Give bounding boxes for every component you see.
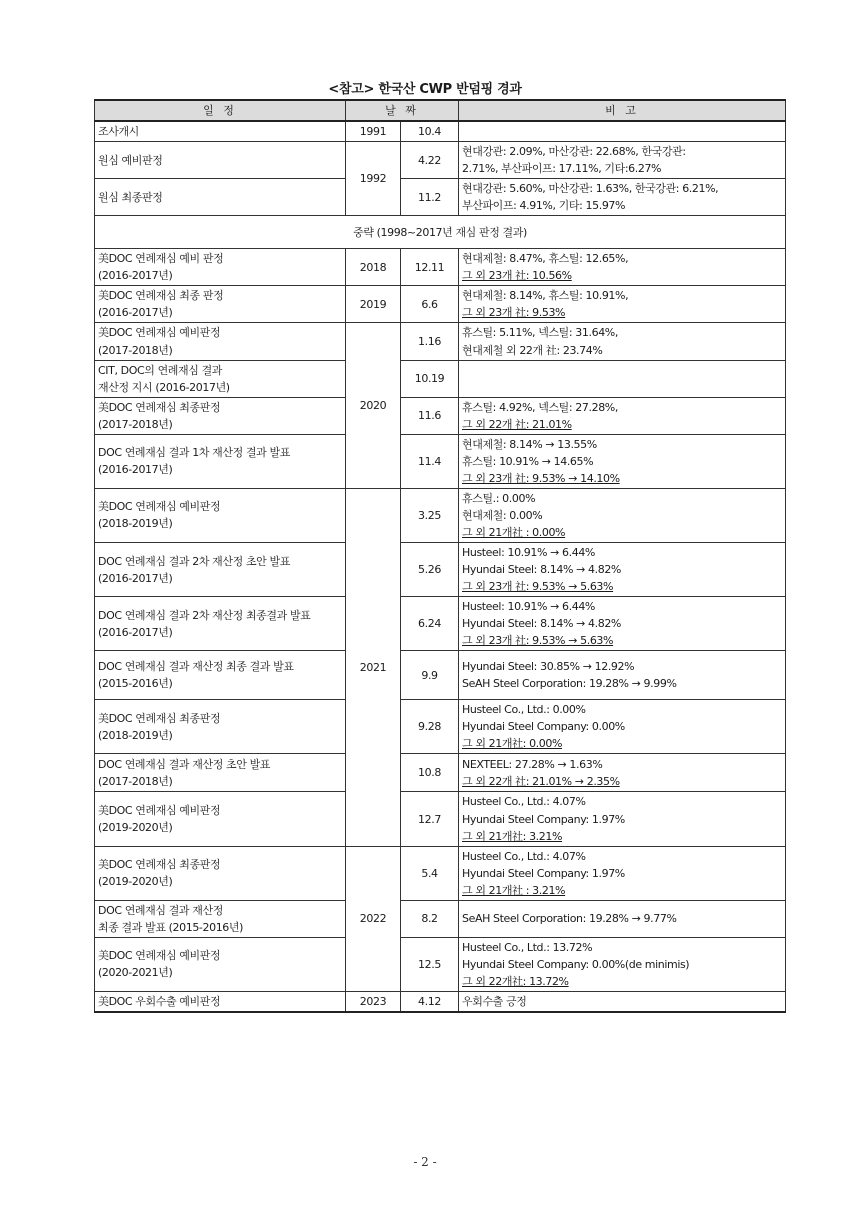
cell-line: 부산파이프: 4.91%, 기타: 15.97%: [462, 199, 626, 213]
cell-line: (2016-2017년): [98, 306, 173, 320]
year-cell: 2023: [346, 991, 401, 1012]
table-row: [95, 142, 786, 179]
cell-line: 현대제철: 8.47%, 휴스틸: 12.65%,: [462, 252, 629, 266]
event-cell: [95, 323, 346, 360]
date-cell: 5.26: [401, 543, 459, 597]
table-row: [95, 249, 786, 286]
date-cell: 12.7: [401, 792, 459, 846]
event-cell: [95, 179, 346, 216]
event-cell: [95, 360, 346, 397]
cell-line: DOC 연례재심 결과 1차 재산정 결과 발표: [98, 446, 290, 460]
cell-line: 현대제철: 0.00%: [462, 508, 543, 522]
cell-line: Hyundai Steel Company: 0.00%(de minimis): [462, 957, 690, 971]
date-cell: 10.4: [401, 121, 459, 142]
table-row: [95, 397, 786, 434]
table-row: [95, 121, 786, 142]
year-cell: 2019: [346, 286, 401, 323]
cell-line: 그 외 23개 社: 9.53% → 14.10%: [462, 471, 620, 485]
cell-line: 휴스틸: 5.11%, 넥스틸: 31.64%,: [462, 326, 618, 340]
cell-line: (2016-2017년): [98, 269, 173, 283]
event-cell: [95, 651, 346, 700]
cell-line: Husteel: 10.91% → 6.44%: [462, 546, 595, 560]
date-cell: 9.28: [401, 700, 459, 754]
cell-line: (2016-2017년): [98, 571, 173, 585]
cell-line: 현대강관: 5.60%, 마산강관: 1.63%, 한국강관: 6.21%,: [462, 182, 719, 196]
note-cell: [459, 249, 786, 286]
note-cell: [459, 323, 786, 360]
note-cell: [459, 543, 786, 597]
cell-line: 그 외 21개社 : 0.00%: [462, 525, 566, 539]
date-cell: 6.24: [401, 597, 459, 651]
page-number: - 2 -: [413, 1155, 437, 1169]
cell-line: (2018-2019년): [98, 728, 173, 742]
note-cell: [459, 286, 786, 323]
table-row: [95, 846, 786, 900]
table-row: [95, 179, 786, 216]
table-row: [95, 991, 786, 1012]
note-cell: [459, 179, 786, 216]
event-cell: [95, 846, 346, 900]
cell-line: 원심 최종판정: [98, 190, 163, 204]
table-row: [95, 651, 786, 700]
table-row: [95, 323, 786, 360]
table-row: [95, 900, 786, 937]
cell-line: DOC 연례재심 결과 재산정 초안 발표: [98, 757, 271, 771]
date-cell: 9.9: [401, 651, 459, 700]
date-cell: 10.19: [401, 360, 459, 397]
cell-line: NEXTEEL: 27.28% → 1.63%: [462, 757, 603, 771]
cell-line: CIT, DOC의 연례재심 결과: [98, 363, 223, 377]
date-cell: 11.2: [401, 179, 459, 216]
cell-line: Hyundai Steel: 8.14% → 4.82%: [462, 617, 621, 631]
table-header-row: [95, 100, 786, 121]
cell-line: SeAH Steel Corporation: 19.28% → 9.77%: [462, 912, 677, 926]
cell-line: 美DOC 연례재심 예비 판정: [98, 252, 224, 266]
cell-line: 재산정 지시 (2016-2017년): [98, 380, 230, 394]
event-cell: [95, 937, 346, 991]
cell-line: Husteel Co., Ltd.: 13.72%: [462, 940, 593, 954]
cell-line: Hyundai Steel Company: 1.97%: [462, 866, 625, 880]
date-cell: 1.16: [401, 323, 459, 360]
cell-line: 美DOC 연례재심 최종판정: [98, 858, 221, 872]
cell-line: (2015-2016년): [98, 677, 173, 691]
cell-line: (2019-2020년): [98, 875, 173, 889]
cell-line: (2019-2020년): [98, 821, 173, 835]
cell-line: 그 외 23개 社: 9.53%: [462, 306, 566, 320]
cell-line: (2020-2021년): [98, 966, 173, 980]
cell-line: 그 외 21개社: 0.00%: [462, 737, 563, 751]
cell-line: 美DOC 연례재심 예비판정: [98, 500, 221, 514]
event-cell: [95, 286, 346, 323]
cell-line: 휴스틸: 4.92%, 넥스틸: 27.28%,: [462, 400, 618, 414]
year-cell: 2022: [346, 846, 401, 991]
date-cell: 12.5: [401, 937, 459, 991]
event-cell: [95, 900, 346, 937]
table-row: [95, 360, 786, 397]
event-cell: [95, 792, 346, 846]
cell-line: (2016-2017년): [98, 625, 173, 639]
note-cell: [459, 360, 786, 397]
note-cell: [459, 397, 786, 434]
date-cell: 5.4: [401, 846, 459, 900]
page-title: <참고> 한국산 CWP 반덤핑 경과: [328, 82, 522, 97]
cell-line: 美DOC 연례재심 예비판정: [98, 949, 221, 963]
cell-line: SeAH Steel Corporation: 19.28% → 9.99%: [462, 677, 677, 691]
cell-line: 그 외 23개 社: 9.53% → 5.63%: [462, 580, 614, 594]
date-cell: 3.25: [401, 488, 459, 542]
cell-line: 美DOC 우회수출 예비판정: [98, 994, 221, 1008]
note-cell: [459, 597, 786, 651]
cell-line: 美DOC 연례재심 최종판정: [98, 400, 221, 414]
cell-line: (2016-2017년): [98, 463, 173, 477]
cell-line: Hyundai Steel Company: 0.00%: [462, 720, 625, 734]
cell-line: Hyundai Steel Company: 1.97%: [462, 812, 625, 826]
header-event: 일 정: [95, 100, 346, 121]
cell-line: 휴스틸.: 0.00%: [462, 491, 536, 505]
cell-line: 현대제철: 8.14%, 휴스틸: 10.91%,: [462, 289, 629, 303]
cell-line: 조사개시: [98, 125, 139, 139]
cell-line: Hyundai Steel: 30.85% → 12.92%: [462, 660, 635, 674]
table-row: [95, 286, 786, 323]
note-cell: [459, 792, 786, 846]
event-cell: [95, 754, 346, 792]
event-cell: [95, 121, 346, 142]
note-cell: [459, 900, 786, 937]
note-cell: [459, 700, 786, 754]
cell-line: 2.71%, 부산파이프: 17.11%, 기타:6.27%: [462, 162, 662, 176]
cell-line: 원심 예비판정: [98, 153, 163, 167]
cell-line: 그 외 23개 社: 10.56%: [462, 269, 572, 283]
event-cell: [95, 434, 346, 488]
date-cell: 10.8: [401, 754, 459, 792]
cell-line: 그 외 22개 社: 21.01% → 2.35%: [462, 774, 620, 788]
cell-line: 그 외 21개社 : 3.21%: [462, 883, 566, 897]
note-cell: [459, 991, 786, 1012]
table-row: [95, 434, 786, 488]
cell-line: DOC 연례재심 결과 재산정 최종 결과 발표: [98, 660, 294, 674]
note-cell: [459, 121, 786, 142]
event-cell: [95, 991, 346, 1012]
date-cell: 11.4: [401, 434, 459, 488]
event-cell: [95, 249, 346, 286]
cell-line: DOC 연례재심 결과 재산정: [98, 903, 223, 917]
cell-line: 美DOC 연례재심 최종 판정: [98, 289, 224, 303]
note-cell: [459, 846, 786, 900]
cell-line: 현대강관: 2.09%, 마산강관: 22.68%, 한국강관:: [462, 145, 686, 159]
omitted-note: 중략 (1998~2017년 재심 판정 결과): [95, 216, 786, 249]
table-row: [95, 792, 786, 846]
year-cell: 2021: [346, 488, 401, 846]
cell-line: Husteel Co., Ltd.: 4.07%: [462, 795, 586, 809]
cell-line: (2018-2019년): [98, 517, 173, 531]
year-cell: 1992: [346, 142, 401, 216]
event-cell: [95, 597, 346, 651]
date-cell: 12.11: [401, 249, 459, 286]
cell-line: Hyundai Steel: 8.14% → 4.82%: [462, 563, 621, 577]
table-row: [95, 937, 786, 991]
year-cell: 2020: [346, 323, 401, 488]
cell-line: (2017-2018년): [98, 417, 173, 431]
table-row: [95, 543, 786, 597]
cell-line: DOC 연례재심 결과 2차 재산정 초안 발표: [98, 554, 290, 568]
cell-line: 그 외 21개社: 3.21%: [462, 829, 563, 843]
cell-line: (2017-2018년): [98, 343, 173, 357]
cell-line: 최종 결과 발표 (2015-2016년): [98, 920, 244, 934]
table-row: [95, 700, 786, 754]
omitted-row: [95, 216, 786, 249]
note-cell: [459, 142, 786, 179]
cell-line: 美DOC 연례재심 최종판정: [98, 711, 221, 725]
cell-line: DOC 연례재심 결과 2차 재산정 최종결과 발표: [98, 608, 311, 622]
cell-line: 그 외 22개 社: 21.01%: [462, 417, 572, 431]
date-cell: 4.22: [401, 142, 459, 179]
cell-line: Husteel Co., Ltd.: 0.00%: [462, 703, 586, 717]
note-cell: [459, 434, 786, 488]
cell-line: 그 외 22개社: 13.72%: [462, 974, 569, 988]
cell-line: Husteel: 10.91% → 6.44%: [462, 600, 595, 614]
date-cell: 11.6: [401, 397, 459, 434]
event-cell: [95, 488, 346, 542]
cell-line: 현대제철 외 22개 社: 23.74%: [462, 343, 603, 357]
table-row: [95, 597, 786, 651]
cell-line: 우회수출 긍정: [462, 994, 527, 1008]
date-cell: 6.6: [401, 286, 459, 323]
event-cell: [95, 142, 346, 179]
cell-line: Husteel Co., Ltd.: 4.07%: [462, 849, 586, 863]
note-cell: [459, 754, 786, 792]
cell-line: 美DOC 연례재심 예비판정: [98, 326, 221, 340]
table-row: [95, 488, 786, 542]
header-note: 비 고: [459, 100, 786, 121]
cell-line: 현대제철: 8.14% → 13.55%: [462, 437, 597, 451]
year-cell: 2018: [346, 249, 401, 286]
header-date: 날 짜: [346, 100, 459, 121]
cell-line: 휴스틸: 10.91% → 14.65%: [462, 454, 594, 468]
cell-line: 그 외 23개 社: 9.53% → 5.63%: [462, 634, 614, 648]
note-cell: [459, 488, 786, 542]
date-cell: 4.12: [401, 991, 459, 1012]
event-cell: [95, 397, 346, 434]
date-cell: 8.2: [401, 900, 459, 937]
event-cell: [95, 700, 346, 754]
cell-line: (2017-2018년): [98, 774, 173, 788]
year-cell: 1991: [346, 121, 401, 142]
note-cell: [459, 937, 786, 991]
event-cell: [95, 543, 346, 597]
note-cell: [459, 651, 786, 700]
cell-line: 美DOC 연례재심 예비판정: [98, 803, 221, 817]
cwp-antidumping-table: [94, 99, 786, 1013]
table-row: [95, 754, 786, 792]
